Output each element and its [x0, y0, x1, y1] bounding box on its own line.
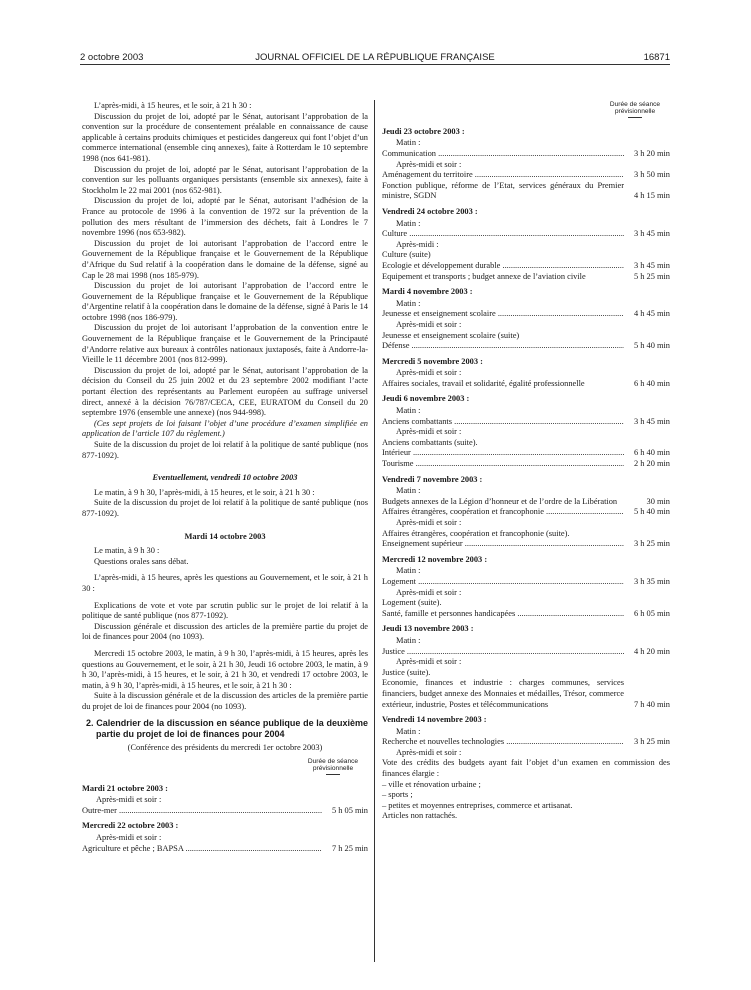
session-duration: 3 h 25 min [633, 539, 670, 549]
calendar-entry [382, 229, 670, 240]
calendar-entry [382, 539, 670, 550]
bill-discussion-paragraph: Discussion du projet de loi autorisant l’approbation de l’accord entre le Gouvernement de la République française et le Gouvernement de la République d’Afrique du Sud relatif à la coopération dans le domaine de la défense, signé au Cap le 28 mai 1998 (nos 185-979). [82, 238, 368, 280]
bill-discussion-paragraph: Discussion du projet de loi autorisant l’approbation de l’accord entre le Gouvernement de la République française et le Gouvernement de la République d’Argentine relatif à la coopération dans le domaine de la défense, signé à Paris le 14 octobre 1998 (nos 186-979). [82, 281, 368, 322]
calendar-note: Justice (suite). [382, 667, 431, 677]
calendar-entry [382, 181, 670, 202]
calendar-day-heading: Jeudi 6 novembre 2003 : [382, 394, 470, 404]
budget-item-name: Agriculture et pêche ; BAPSA ..... [82, 844, 322, 855]
budget-item-name: Logement ..... [382, 577, 624, 588]
session-duration: 30 min [646, 496, 670, 506]
session-duration: 3 h 20 min [633, 149, 670, 158]
calendar-day-heading: Vendredi 14 novembre 2003 : [382, 715, 487, 725]
calendar-time-slot: Après-midi et soir : [396, 518, 462, 527]
wednesday-15-friday-17-schedule: Mercredi 15 octobre 2003, le matin, à 9 h 30, l’après-midi, à 15 heures, après les questions au Gouvernement, et le soir, à 21 h 30, Jeudi 16 octobre 2003, le matin, à 9 h 30, l’après-midi, à 15 heures, et le soir, à 21 h 30, et vendredi 17 octobre 2003, le matin, à 9 h 30, l’après-midi, à 15 heures, et le soir, à 21 h 30 : [82, 648, 368, 690]
session-duration: 2 h 20 min [633, 459, 670, 469]
budget-item-name: Enseignement supérieur ..... [382, 539, 624, 550]
session-duration: 6 h 40 min [633, 448, 670, 458]
bill-discussion-paragraph: Discussion du projet de loi, adopté par le Sénat, autorisant l’approbation de la convention sur les polluants organiques persistants (ensemble six annexes), faite à Stockholm le 22 mai 2001 (nos 652-981). [82, 164, 368, 195]
budget-item-name: Aménagement du territoire ..... [382, 170, 624, 181]
budget-item-name: Anciens combattants ..... [382, 417, 624, 428]
session-duration: 3 h 35 min [633, 576, 670, 586]
session-duration: 5 h 40 min [633, 507, 670, 517]
budget-item-name: Ecologie et développement durable ..... [382, 261, 624, 272]
budget-item-name: Economie, finances et industrie : charges communes, services financiers, budget annexe des Monnaies et médailles, Trésor, commerce extérieur, industrie, Postes et télécommunications [382, 678, 624, 709]
session-duration: 6 h 05 min [633, 608, 670, 618]
calendar-time-slot: Après-midi et soir : [96, 795, 162, 805]
calendar-note: Anciens combattants (suite). [382, 437, 478, 447]
tuesday-14-morning: Le matin, à 9 h 30 : [94, 546, 160, 556]
calendar-time-slot: Après-midi et soir : [396, 747, 462, 757]
calendar-entry [382, 309, 670, 320]
health-policy-paragraph: Suite de la discussion du projet de loi relatif à la politique de santé publique (nos 877-1092). [82, 440, 368, 460]
simplified-procedure-note: (Ces sept projets de loi faisant l’objet d’une procédure d’examen simplifiée en application de l’article 107 du règlement.) [82, 418, 368, 439]
calendar-day-heading: Mardi 21 octobre 2003 : [82, 783, 168, 793]
session-duration: 3 h 45 min [633, 229, 670, 239]
session-duration: 4 h 15 min [633, 191, 670, 201]
bill-discussion-paragraph: Discussion du projet de loi, adopté par le Sénat, autorisant l’approbation de la décision du Conseil du 25 juin 2002 et du 23 septembre 2002 modifiant l’acte portant élection des représentants au Parlement européen au suffrage universel direct, annexé à la décision 76/787/CECA, CEE, EURATOM du Conseil du 20 septembre 1976 (ensemble une annexe) (nos 944-998). [82, 365, 368, 418]
calendar-note: Logement (suite). [382, 598, 442, 608]
header-rule [80, 64, 670, 65]
budget-item-name: Justice ..... [382, 647, 624, 658]
calendar-entry [82, 844, 368, 855]
calendar-time-slot: Matin : [396, 486, 421, 496]
calendar-day-heading: Jeudi 13 novembre 2003 : [382, 624, 474, 634]
section-2-subtitle: (Conférence des présidents du mercredi 1er octobre 2003) [127, 743, 323, 753]
column-divider [374, 100, 375, 962]
session-duration: 5 h 05 min [331, 805, 368, 815]
calendar-note: Articles non rattachés. [382, 811, 458, 821]
header-date: 2 octobre 2003 [80, 52, 144, 63]
tuesday-14-vote: Explications de vote et vote par scrutin public sur le projet de loi relatif à la politique de santé publique (nos 877-1092). [82, 600, 368, 621]
session-duration: 7 h 25 min [331, 843, 368, 853]
calendar-entry [382, 417, 670, 428]
budget-item-name: Défense ..... [382, 341, 624, 352]
budget-item-name: Jeunesse et enseignement scolaire ..... [382, 309, 624, 320]
session-duration: 5 h 25 min [633, 271, 670, 281]
left-column [82, 101, 368, 854]
calendar-entry [382, 507, 670, 518]
afternoon-intro: L’après-midi, à 15 heures, et le soir, à 21 h 30 : [94, 101, 252, 110]
budget-item-name: Outre-mer ..... [82, 806, 322, 817]
calendar-day-heading: Mercredi 22 octobre 2003 : [82, 821, 179, 831]
calendar-entry [382, 379, 670, 390]
bill-discussion-paragraph: Discussion du projet de loi, adopté par le Sénat, autorisant l’adhésion de la France au protocole de 1996 à la convention de 1972 sur la prévention de la pollution des mers résultant de l’immersion des déchets, fait à Londres le 7 novembre 1996 (nos 653-982). [82, 196, 368, 238]
calendar-day-heading: Jeudi 23 octobre 2003 : [382, 126, 465, 136]
right-calendar [382, 127, 670, 822]
calendar-day-heading: Mardi 4 novembre 2003 : [382, 287, 473, 297]
left-calendar [82, 784, 368, 855]
session-duration: 3 h 50 min [633, 170, 670, 180]
tuesday-14-heading: Mardi 14 octobre 2003 [184, 531, 266, 541]
header-page-number: 16871 [643, 52, 670, 63]
calendar-day-heading: Mercredi 5 novembre 2003 : [382, 356, 483, 366]
calendar-time-slot: Matin : [396, 406, 421, 416]
calendar-time-slot: Matin : [396, 635, 421, 645]
calendar-entry [82, 806, 368, 817]
calendar-note: Affaires étrangères, coopération et francophonie (suite). [382, 528, 570, 538]
calendar-note: – petites et moyennes entreprises, commerce et artisanat. [382, 800, 573, 810]
calendar-time-slot: Matin : [396, 138, 421, 148]
right-column [382, 101, 670, 822]
calendar-time-slot: Après-midi : [396, 239, 439, 249]
session-duration: 7 h 40 min [633, 699, 670, 709]
wednesday-15-agenda: Suite à la discussion générale et de la discussion des articles de la première partie du projet de loi de finances pour 2004 (no 1093). [82, 691, 368, 711]
calendar-entry [382, 261, 670, 272]
calendar-note: Culture (suite) [382, 250, 431, 260]
session-duration: 3 h 25 min [633, 737, 670, 747]
header-title: JOURNAL OFFICIEL DE LA RÉPUBLIQUE FRANÇAISE [255, 52, 495, 63]
calendar-note: Jeunesse et enseignement scolaire (suite) [382, 330, 520, 340]
calendar-entry [382, 459, 670, 470]
calendar-time-slot: Après-midi et soir : [396, 319, 462, 329]
budget-item-name: Affaires sociales, travail et solidarité, égalité professionnelle [382, 378, 585, 388]
section-2-title: 2. Calendrier de la discussion en séance publique de la deuxième partie du projet de loi de finances pour 2004 [86, 718, 368, 739]
calendar-entry [382, 149, 670, 160]
calendar-time-slot: Après-midi et soir : [396, 657, 462, 667]
calendar-entry [382, 448, 670, 459]
calendar-time-slot: Après-midi et soir : [96, 833, 162, 843]
eventual-session-agenda: Suite de la discussion du projet de loi relatif à la politique de santé publique (nos 877-1092). [82, 498, 368, 518]
bill-discussions [82, 112, 368, 419]
calendar-entry [382, 170, 670, 181]
calendar-time-slot: Matin : [396, 218, 421, 228]
duration-column-header: Durée de séance prévisionnelle [600, 101, 670, 122]
calendar-time-slot: Matin : [396, 566, 421, 576]
budget-item-name: Culture ..... [382, 229, 624, 240]
calendar-entry [382, 272, 670, 283]
eventual-session-heading: Eventuellement, vendredi 10 octobre 2003 [152, 473, 298, 483]
budget-item-name: Intérieur ..... [382, 448, 624, 459]
calendar-entry [382, 577, 670, 588]
session-duration: 4 h 20 min [633, 646, 670, 656]
budget-item-name: Equipement et transports ; budget annexe de l’aviation civile [382, 271, 586, 281]
session-duration: 3 h 45 min [633, 260, 670, 270]
tuesday-14-finance-law: Discussion générale et discussion des articles de la première partie du projet de loi de finances pour 2004 (no 1093). [82, 621, 368, 642]
budget-item-name: Communication ..... [382, 149, 624, 160]
calendar-note: – ville et rénovation urbaine ; [382, 779, 481, 789]
calendar-day-heading: Vendredi 7 novembre 2003 : [382, 474, 483, 484]
eventual-session-times: Le matin, à 9 h 30, l’après-midi, à 15 heures, et le soir, à 21 h 30 : [94, 487, 315, 497]
calendar-entry [382, 737, 670, 748]
calendar-note: Vote des crédits des budgets ayant fait l’objet d’un examen en commission des finances élargie : [382, 758, 670, 779]
calendar-entry [382, 609, 670, 620]
session-duration: 5 h 40 min [633, 341, 670, 351]
calendar-time-slot: Après-midi et soir : [396, 368, 462, 378]
budget-item-name: Santé, famille et personnes handicapées ..... [382, 609, 624, 620]
budget-item-name: Recherche et nouvelles technologies ..... [382, 737, 624, 748]
calendar-time-slot: Matin : [396, 726, 421, 736]
session-duration: 3 h 45 min [633, 416, 670, 426]
session-duration: 4 h 45 min [633, 309, 670, 319]
budget-item-name: Tourisme ..... [382, 459, 624, 470]
calendar-time-slot: Après-midi et soir : [396, 159, 462, 169]
session-duration: 6 h 40 min [633, 378, 670, 388]
bill-discussion-paragraph: Discussion du projet de loi, adopté par le Sénat, autorisant l’approbation de la convention sur la procédure de consentement préalable en connaissance de cause applicable à certains produits chimiques et pesticides dangereux qui font l’objet d’un commerce international (ensemble cinq annexes), faite à Rotterdam le 10 septembre 1998 (nos 641-981). [82, 111, 368, 163]
budget-item-name: Fonction publique, réforme de l’Etat, services généraux du Premier ministre, SGDN [382, 180, 624, 201]
calendar-entry [382, 497, 670, 508]
bill-discussion-paragraph: Discussion du projet de loi autorisant l’approbation de la convention entre le Gouvernement de la République française et le Gouvernement de la Principauté d’Andorre relative aux bureaux à contrôles nationaux juxtaposés, faite à Andorre-la-Vieille le 11 décembre 2001 (nos 812-999). [82, 323, 368, 365]
calendar-entry [382, 341, 670, 352]
calendar-note: – sports ; [382, 790, 413, 800]
calendar-entry [382, 647, 670, 658]
duration-column-header: Durée de séance prévisionnelle [298, 758, 368, 779]
calendar-time-slot: Matin : [396, 298, 421, 308]
budget-item-name: Budgets annexes de la Légion d’honneur et de l’ordre de la Libération [382, 496, 618, 506]
calendar-time-slot: Après-midi et soir : [396, 427, 462, 437]
calendar-time-slot: Après-midi et soir : [396, 587, 462, 597]
budget-item-name: Affaires étrangères, coopération et francophonie ..... [382, 507, 624, 518]
tuesday-14-afternoon: L’après-midi, à 15 heures, après les questions au Gouvernement, et le soir, à 21 h 30 : [82, 573, 368, 593]
calendar-entry [382, 678, 670, 710]
calendar-day-heading: Mercredi 12 novembre 2003 : [382, 554, 488, 564]
calendar-day-heading: Vendredi 24 octobre 2003 : [382, 206, 478, 216]
tuesday-14-oral-questions: Questions orales sans débat. [94, 556, 189, 566]
